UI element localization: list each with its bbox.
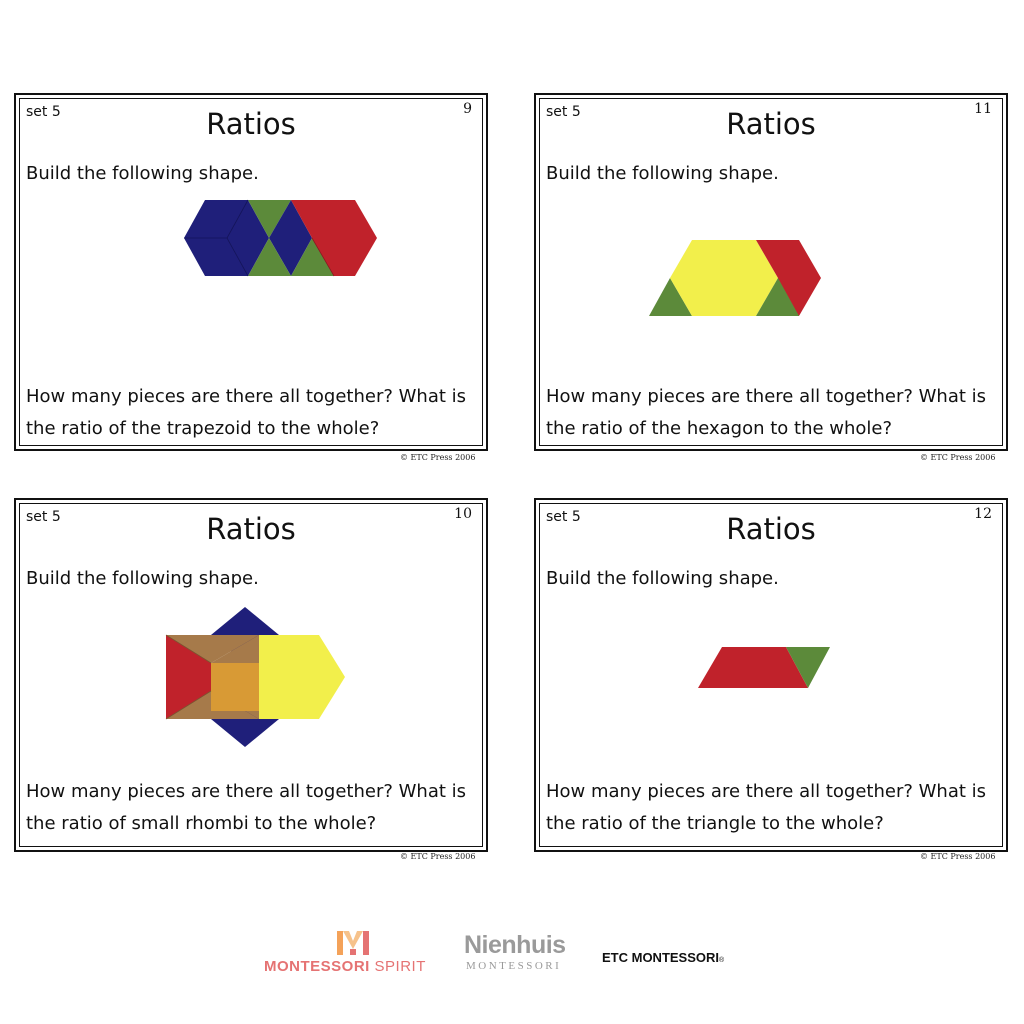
set-label: set 5 [26, 104, 61, 120]
copyright: © ETC Press 2006 [920, 852, 996, 861]
card-question [26, 776, 466, 840]
montessori-spirit-logo-mark [337, 931, 369, 955]
task-card-9 [14, 93, 488, 451]
card-title: Ratios [726, 107, 816, 141]
task-card-11 [534, 93, 1008, 451]
set-label: set 5 [546, 509, 581, 525]
card-instruction: Build the following shape. [546, 568, 779, 589]
nienhuis-logo: Nienhuis [464, 931, 566, 959]
card-title: Ratios [726, 512, 816, 546]
card-question [26, 381, 466, 445]
task-card-10 [14, 498, 488, 852]
montessori-spirit-word: MONTESSORI [264, 958, 370, 975]
orange-square [211, 663, 259, 711]
set-label: set 5 [546, 104, 581, 120]
card-frame [539, 98, 1003, 446]
question-line: How many pieces are there all together? What is [26, 386, 467, 407]
card-instruction: Build the following shape. [26, 163, 259, 184]
card-title: Ratios [206, 107, 296, 141]
card-frame [539, 503, 1003, 847]
pattern-block-shape [540, 504, 1006, 784]
montessori-spirit-logo [264, 958, 426, 975]
question-line: the ratio of the triangle to the whole? [546, 813, 884, 834]
copyright: © ETC Press 2006 [400, 453, 476, 462]
card-instruction: Build the following shape. [26, 568, 259, 589]
copyright: © ETC Press 2006 [400, 852, 476, 861]
etc-montessori-name: ETC MONTESSORI [602, 950, 720, 965]
question-line: How many pieces are there all together? What is [26, 781, 467, 802]
card-instruction: Build the following shape. [546, 163, 779, 184]
pattern-block-shape [20, 504, 486, 784]
card-question [546, 776, 986, 840]
card-number: 11 [974, 101, 992, 117]
question-line: the ratio of the hexagon to the whole? [546, 418, 893, 439]
task-card-12 [534, 498, 1008, 852]
card-number: 12 [974, 506, 992, 522]
registered-mark: ® [719, 957, 725, 964]
question-line: the ratio of the trapezoid to the whole? [26, 418, 380, 439]
question-line: How many pieces are there all together? What is [546, 781, 987, 802]
card-frame [19, 503, 483, 847]
question-line: the ratio of small rhombi to the whole? [26, 813, 377, 834]
card-number: 9 [463, 101, 472, 117]
card-title: Ratios [206, 512, 296, 546]
etc-montessori-logo [602, 950, 724, 965]
question-line: How many pieces are there all together? What is [546, 386, 987, 407]
pattern-block-shape [540, 99, 1006, 379]
card-number: 10 [454, 506, 472, 522]
montessori-spirit-word: SPIRIT [369, 958, 426, 975]
pattern-block-shape [20, 99, 486, 379]
set-label: set 5 [26, 509, 61, 525]
card-question [546, 381, 986, 445]
yellow-hexagon [259, 635, 345, 719]
card-frame [19, 98, 483, 446]
nienhuis-logo-subtitle: MONTESSORI [466, 960, 562, 972]
copyright: © ETC Press 2006 [920, 453, 996, 462]
yellow-hexagon [670, 240, 778, 316]
